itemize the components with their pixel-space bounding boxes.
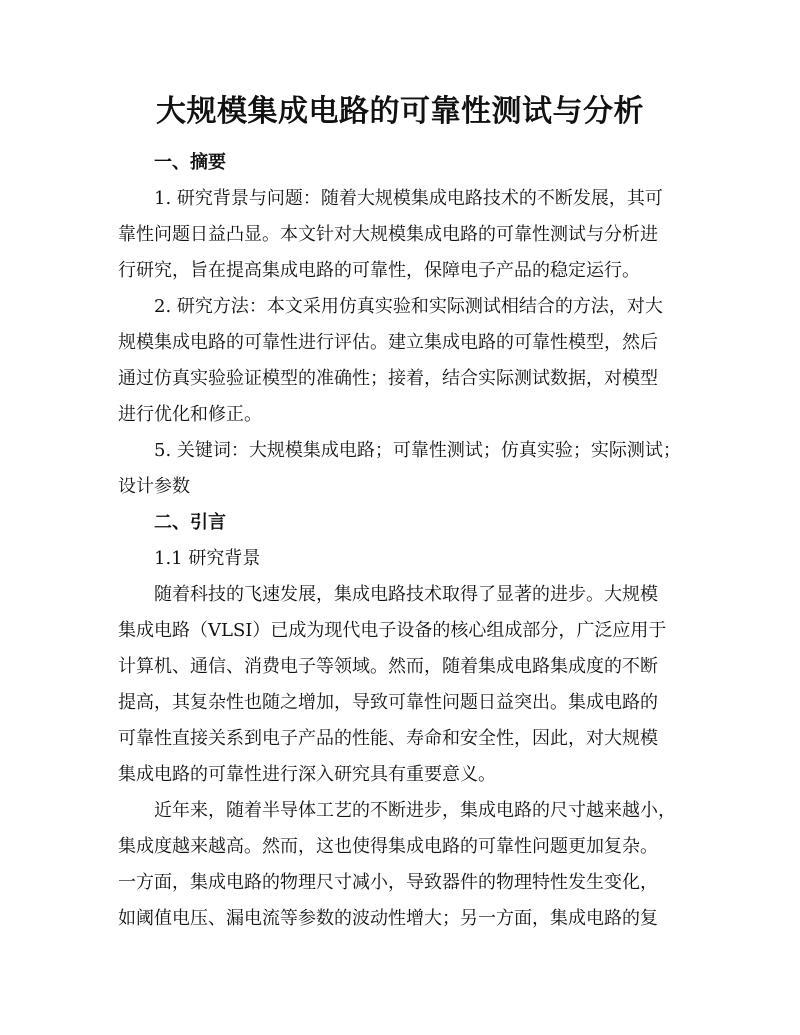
paragraph-line: 靠性问题日益凸显。本文针对大规模集成电路的可靠性测试与分析进 [118,224,658,245]
paragraph-line: 集成度越来越高。然而，这也使得集成电路的可靠性问题更加复杂。 [118,836,658,857]
paragraph-line: 近年来，随着半导体工艺的不断进步，集成电路的尺寸越来越小， [154,800,676,821]
paragraph-line: 规模集成电路的可靠性进行评估。建立集成电路的可靠性模型，然后 [118,332,658,353]
paragraph-line: 一方面，集成电路的物理尺寸减小，导致器件的物理特性发生变化， [118,872,658,893]
paragraph-line: 计算机、通信、消费电子等领域。然而，随着集成电路集成度的不断 [118,656,658,677]
subsection-heading: 1.1 研究背景 [154,548,261,569]
keywords-line: 5. 关键词：大规模集成电路；可靠性测试；仿真实验；实际测试； [154,440,681,461]
paragraph-line: 行研究，旨在提高集成电路的可靠性，保障电子产品的稳定运行。 [118,260,640,281]
keywords-line: 设计参数 [118,476,190,497]
paragraph-line: 进行优化和修正。 [118,404,262,425]
paragraph-line: 随着科技的飞速发展，集成电路技术取得了显著的进步。大规模 [154,584,658,605]
paragraph-line: 如阈值电压、漏电流等参数的波动性增大；另一方面，集成电路的复 [118,908,658,929]
paragraph-line: 通过仿真实验验证模型的准确性；接着，结合实际测试数据，对模型 [118,368,658,389]
paragraph-line: 可靠性直接关系到电子产品的性能、寿命和安全性，因此，对大规模 [118,728,658,749]
paragraph-line: 2. 研究方法：本文采用仿真实验和实际测试相结合的方法，对大 [154,296,663,317]
section-heading-introduction: 二、引言 [154,512,226,533]
paragraph-line: 集成电路的可靠性进行深入研究具有重要意义。 [118,764,496,785]
paragraph-line: 1. 研究背景与问题：随着大规模集成电路技术的不断发展，其可 [154,188,663,209]
document-title: 大规模集成电路的可靠性测试与分析 [156,94,644,129]
paragraph-line: 集成电路（VLSI）已成为现代电子设备的核心组成部分，广泛应用于 [118,620,667,641]
section-heading-abstract: 一、摘要 [154,152,226,173]
paragraph-line: 提高，其复杂性也随之增加，导致可靠性问题日益突出。集成电路的 [118,692,658,713]
